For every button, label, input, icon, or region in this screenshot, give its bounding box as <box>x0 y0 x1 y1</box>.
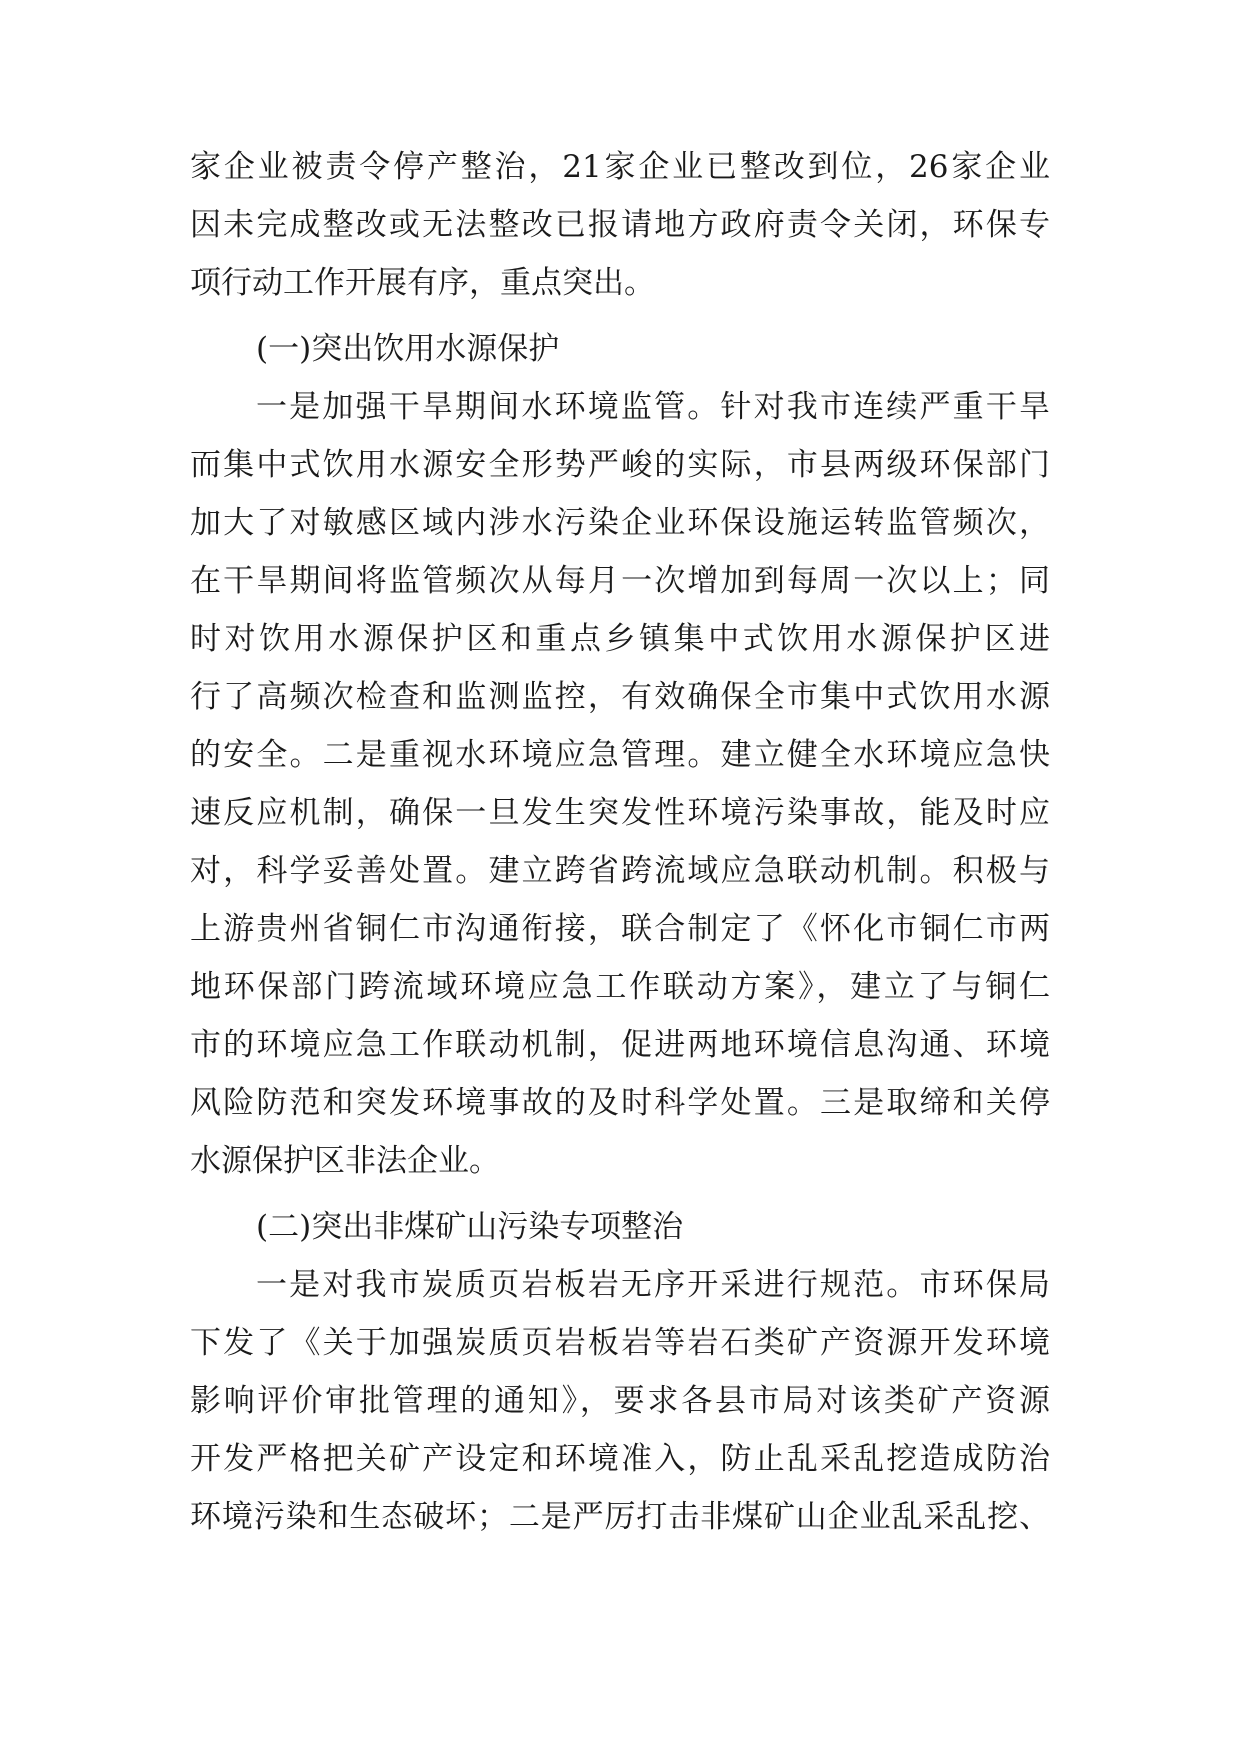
paragraph-line: 家企业被责令停产整治，21家企业已整改到位，26家企业 <box>190 149 1050 185</box>
section-heading: (二)突出非煤矿山污染专项整治 <box>256 1209 684 1245</box>
paragraph-line: 水源保护区非法企业。 <box>190 1143 500 1179</box>
paragraph-line: 行了高频次检查和监测监控，有效确保全市集中式饮用水源 <box>190 679 1050 715</box>
paragraph-line: 而集中式饮用水源安全形势严峻的实际，市县两级环保部门 <box>190 447 1050 483</box>
paragraph-line: 影响评价审批管理的通知》，要求各县市局对该类矿产资源 <box>190 1383 1050 1419</box>
paragraph-line: 因未完成整改或无法整改已报请地方政府责令关闭，环保专 <box>190 207 1050 243</box>
paragraph-line: 加大了对敏感区域内涉水污染企业环保设施运转监管频次， <box>190 505 1050 541</box>
paragraph-line: 环境污染和生态破坏；二是严厉打击非煤矿山企业乱采乱挖、 <box>190 1499 1050 1535</box>
paragraph-line: 一是加强干旱期间水环境监管。针对我市连续严重干旱 <box>256 389 1050 425</box>
section-heading: (一)突出饮用水源保护 <box>256 331 560 367</box>
paragraph-line: 对，科学妥善处置。建立跨省跨流域应急联动机制。积极与 <box>190 853 1050 889</box>
paragraph-line: 下发了《关于加强炭质页岩板岩等岩石类矿产资源开发环境 <box>190 1325 1050 1361</box>
paragraph-line: 一是对我市炭质页岩板岩无序开采进行规范。市环保局 <box>256 1267 1050 1303</box>
paragraph-line: 开发严格把关矿产设定和环境准入，防止乱采乱挖造成防治 <box>190 1441 1050 1477</box>
paragraph-line: 风险防范和突发环境事故的及时科学处置。三是取缔和关停 <box>190 1085 1050 1121</box>
paragraph-line: 在干旱期间将监管频次从每月一次增加到每周一次以上；同 <box>190 563 1050 599</box>
paragraph-line: 项行动工作开展有序，重点突出。 <box>190 265 655 301</box>
paragraph-line: 速反应机制，确保一旦发生突发性环境污染事故，能及时应 <box>190 795 1050 831</box>
paragraph-line: 市的环境应急工作联动机制，促进两地环境信息沟通、环境 <box>190 1027 1050 1063</box>
paragraph-line: 的安全。二是重视水环境应急管理。建立健全水环境应急快 <box>190 737 1050 773</box>
paragraph-line: 上游贵州省铜仁市沟通衔接，联合制定了《怀化市铜仁市两 <box>190 911 1050 947</box>
paragraph-line: 时对饮用水源保护区和重点乡镇集中式饮用水源保护区进 <box>190 621 1050 657</box>
paragraph-line: 地环保部门跨流域环境应急工作联动方案》，建立了与铜仁 <box>190 969 1050 1005</box>
